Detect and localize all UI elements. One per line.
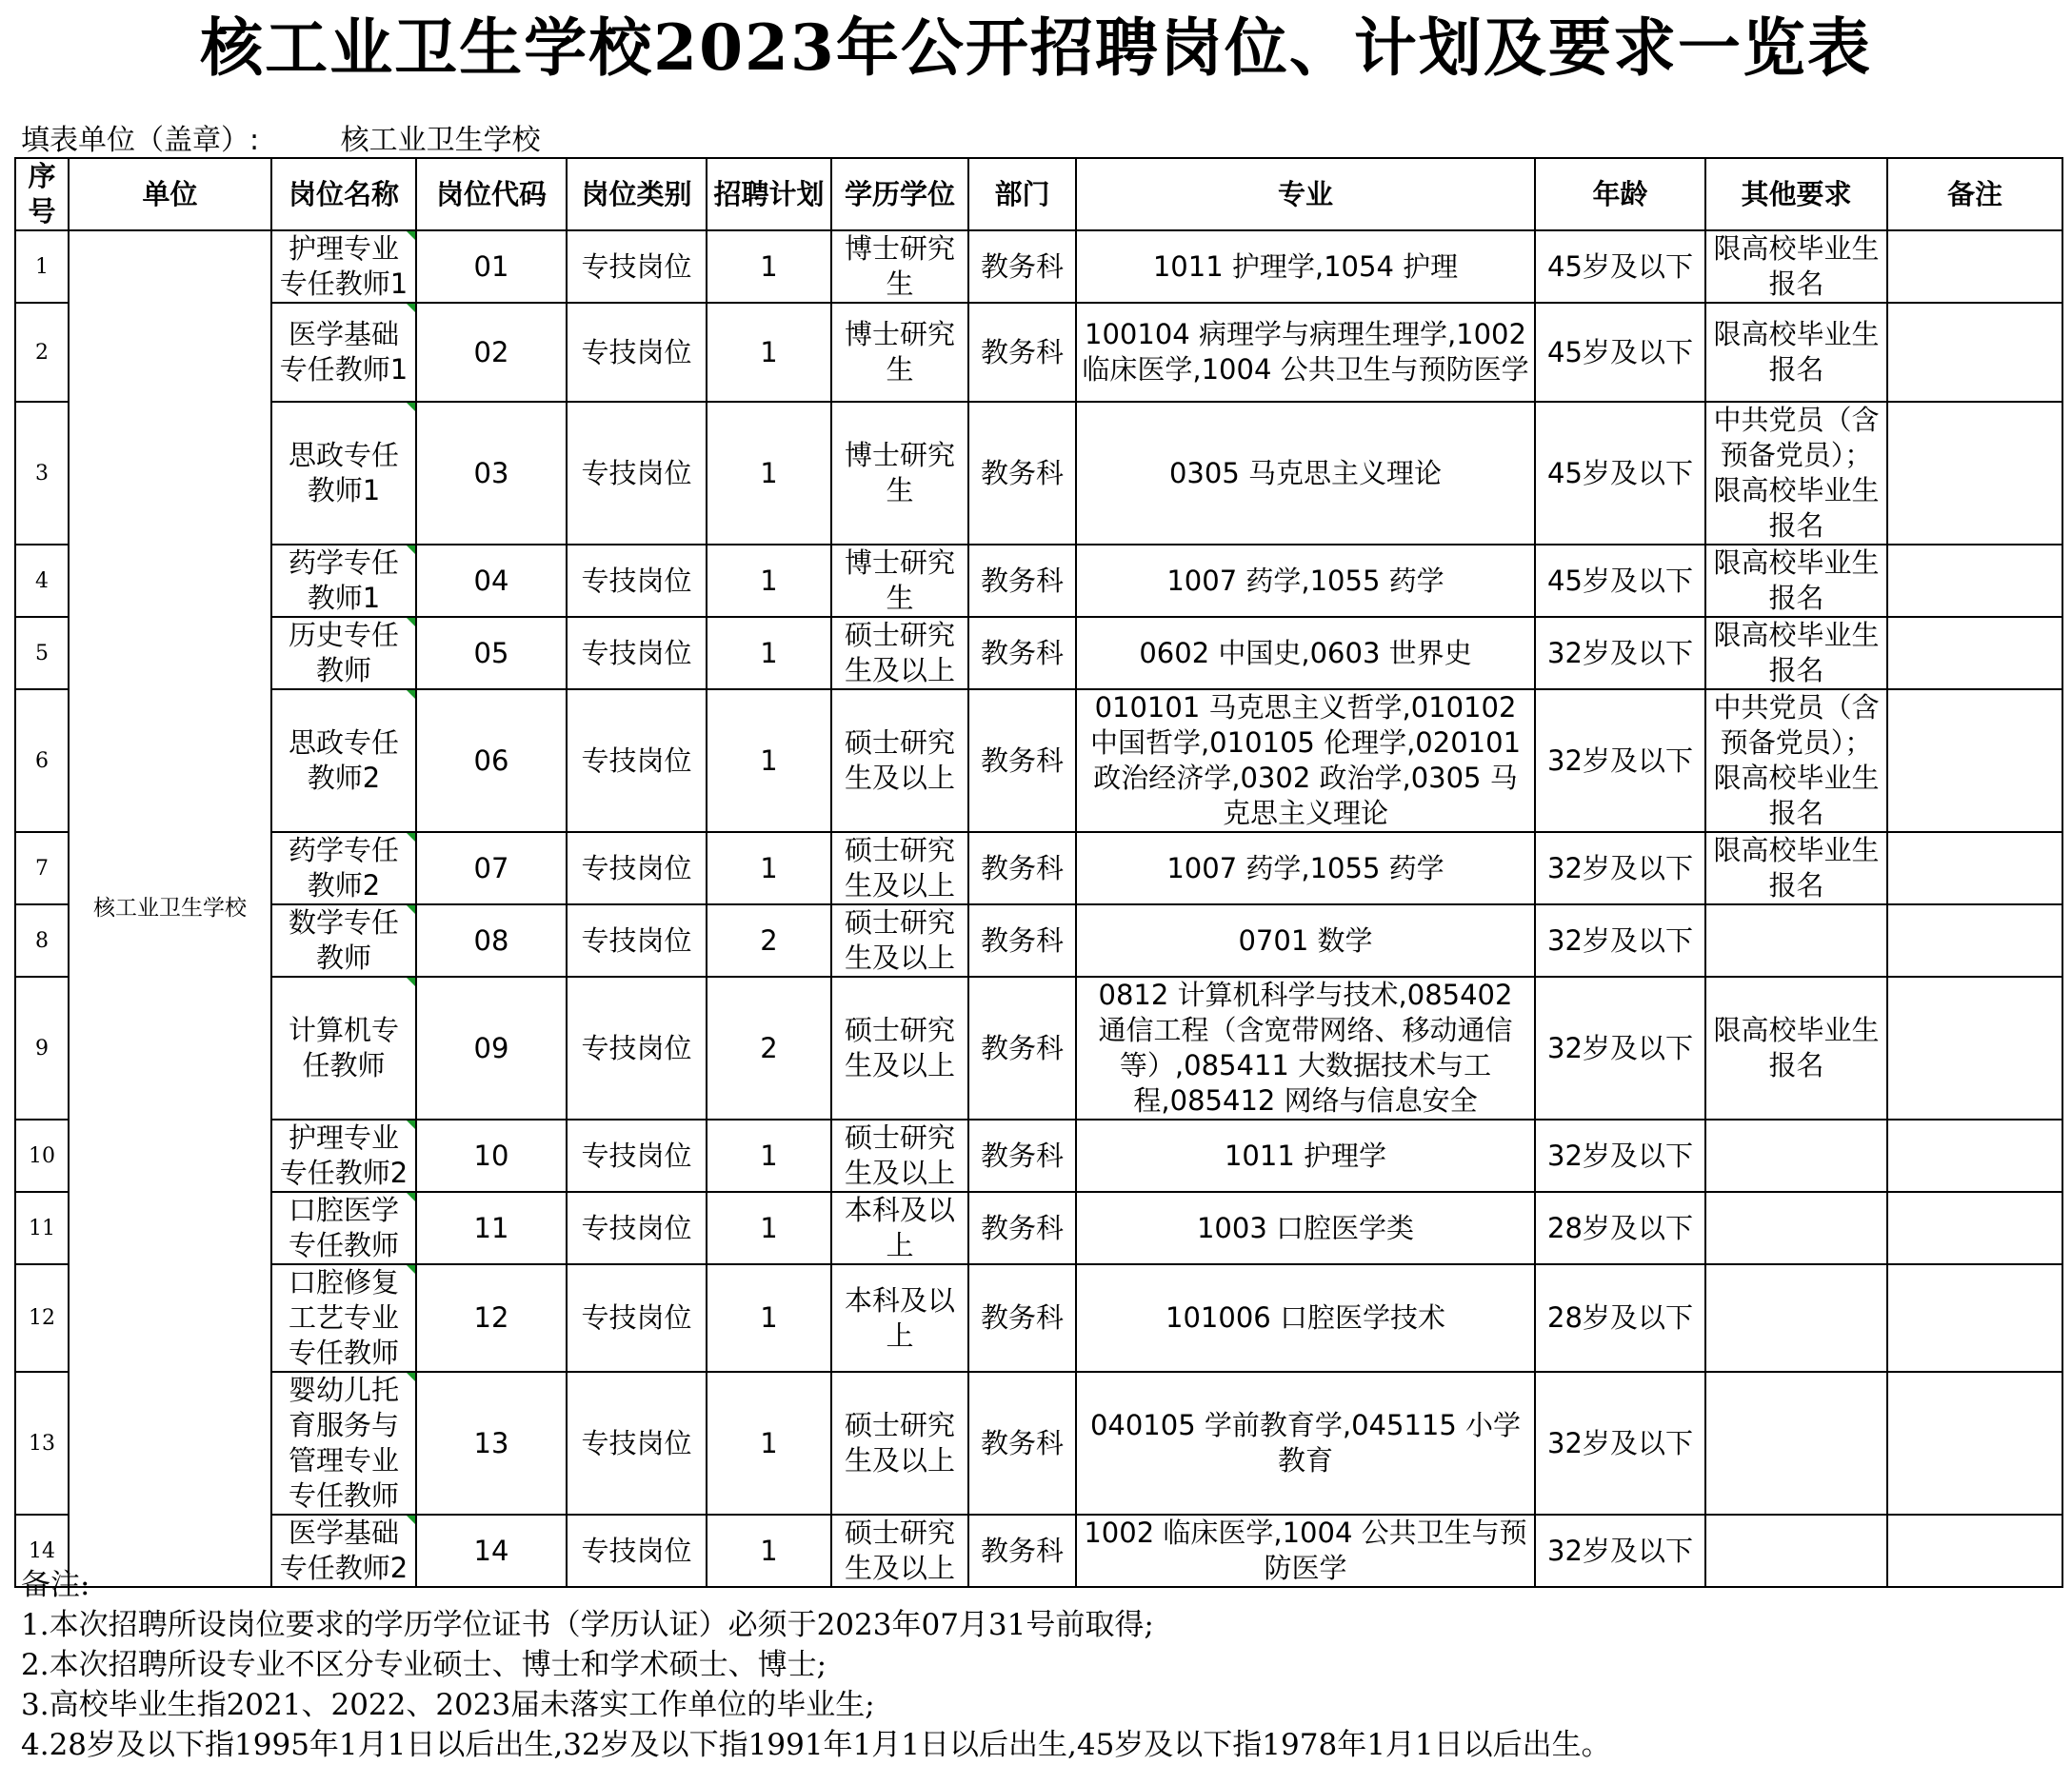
cell-position-name: 口腔修复工艺专业专任教师 [271, 1264, 416, 1372]
cell-other-requirements: 限高校毕业生报名 [1705, 230, 1887, 303]
cell-index: 12 [15, 1264, 69, 1372]
cell-department: 教务科 [968, 303, 1076, 402]
recruitment-table [14, 157, 2063, 1588]
cell-other-requirements: 中共党员（含预备党员）；限高校毕业生报名 [1705, 402, 1887, 545]
cell-index: 13 [15, 1372, 69, 1515]
cell-education: 博士研究生 [831, 303, 968, 402]
note-item: 3.高校毕业生指2021、2022、2023届未落实工作单位的毕业生; [21, 1688, 875, 1722]
cell-other-requirements: 限高校毕业生报名 [1705, 545, 1887, 617]
cell-index: 9 [15, 977, 69, 1120]
notes-heading: 备注: [21, 1568, 90, 1602]
cell-position-code: 06 [416, 689, 567, 832]
table-row [15, 303, 2062, 402]
cell-position-code: 13 [416, 1372, 567, 1515]
cell-position-code: 09 [416, 977, 567, 1120]
cell-department: 教务科 [968, 1264, 1076, 1372]
cell-position-category: 专技岗位 [567, 1120, 707, 1192]
table-row [15, 977, 2062, 1120]
cell-department: 教务科 [968, 904, 1076, 977]
cell-other-requirements: 限高校毕业生报名 [1705, 832, 1887, 904]
cell-plan: 1 [707, 1515, 831, 1587]
page-title: 核工业卫生学校2023年公开招聘岗位、计划及要求一览表 [200, 10, 1872, 85]
cell-remark [1887, 904, 2062, 977]
cell-remark [1887, 1372, 2062, 1515]
cell-remark [1887, 303, 2062, 402]
cell-remark [1887, 1120, 2062, 1192]
cell-plan: 2 [707, 977, 831, 1120]
cell-index: 11 [15, 1192, 69, 1264]
cell-department: 教务科 [968, 1515, 1076, 1587]
table-row [15, 402, 2062, 545]
header-position-name: 岗位名称 [271, 158, 416, 230]
cell-position-code: 12 [416, 1264, 567, 1372]
cell-department: 教务科 [968, 1120, 1076, 1192]
cell-position-name: 婴幼儿托育服务与管理专业专任教师 [271, 1372, 416, 1515]
cell-position-category: 专技岗位 [567, 1264, 707, 1372]
cell-position-code: 04 [416, 545, 567, 617]
cell-remark [1887, 617, 2062, 689]
cell-plan: 1 [707, 617, 831, 689]
cell-position-name: 药学专任教师1 [271, 545, 416, 617]
header-education: 学历学位 [831, 158, 968, 230]
cell-department: 教务科 [968, 832, 1076, 904]
cell-position-name: 医学基础专任教师2 [271, 1515, 416, 1587]
cell-index: 7 [15, 832, 69, 904]
cell-index: 5 [15, 617, 69, 689]
cell-remark [1887, 1192, 2062, 1264]
cell-remark [1887, 230, 2062, 303]
table-row [15, 617, 2062, 689]
cell-age: 32岁及以下 [1535, 1120, 1705, 1192]
cell-plan: 1 [707, 832, 831, 904]
cell-plan: 1 [707, 1120, 831, 1192]
cell-other-requirements [1705, 1264, 1887, 1372]
cell-education: 硕士研究生及以上 [831, 1515, 968, 1587]
header-position-code: 岗位代码 [416, 158, 567, 230]
cell-position-code: 07 [416, 832, 567, 904]
cell-position-code: 11 [416, 1192, 567, 1264]
cell-major: 0812 计算机科学与技术,085402 通信工程（含宽带网络、移动通信等）,085411 大数据技术与工程,085412 网络与信息安全 [1076, 977, 1535, 1120]
cell-position-name: 药学专任教师2 [271, 832, 416, 904]
cell-major: 101006 口腔医学技术 [1076, 1264, 1535, 1372]
cell-major: 0701 数学 [1076, 904, 1535, 977]
header-index: 序号 [15, 158, 69, 230]
cell-age: 45岁及以下 [1535, 230, 1705, 303]
cell-major: 1011 护理学,1054 护理 [1076, 230, 1535, 303]
table-row [15, 1120, 2062, 1192]
cell-position-name: 历史专任教师 [271, 617, 416, 689]
cell-position-code: 05 [416, 617, 567, 689]
table-row [15, 1192, 2062, 1264]
cell-education: 博士研究生 [831, 545, 968, 617]
cell-age: 28岁及以下 [1535, 1264, 1705, 1372]
cell-other-requirements [1705, 904, 1887, 977]
cell-major: 1007 药学,1055 药学 [1076, 832, 1535, 904]
cell-index: 2 [15, 303, 69, 402]
cell-position-category: 专技岗位 [567, 689, 707, 832]
cell-position-category: 专技岗位 [567, 904, 707, 977]
cell-position-code: 01 [416, 230, 567, 303]
cell-age: 45岁及以下 [1535, 303, 1705, 402]
cell-other-requirements: 中共党员（含预备党员）；限高校毕业生报名 [1705, 689, 1887, 832]
cell-index: 4 [15, 545, 69, 617]
header-age: 年龄 [1535, 158, 1705, 230]
cell-plan: 1 [707, 303, 831, 402]
cell-remark [1887, 545, 2062, 617]
cell-major: 1003 口腔医学类 [1076, 1192, 1535, 1264]
cell-department: 教务科 [968, 617, 1076, 689]
filling-unit-line [21, 124, 541, 158]
cell-education: 硕士研究生及以上 [831, 832, 968, 904]
cell-position-category: 专技岗位 [567, 545, 707, 617]
cell-plan: 1 [707, 689, 831, 832]
cell-other-requirements [1705, 1192, 1887, 1264]
cell-plan: 1 [707, 1372, 831, 1515]
cell-plan: 1 [707, 230, 831, 303]
cell-department: 教务科 [968, 230, 1076, 303]
cell-department: 教务科 [968, 977, 1076, 1120]
cell-remark [1887, 1264, 2062, 1372]
cell-index: 8 [15, 904, 69, 977]
cell-major: 100104 病理学与病理生理学,1002 临床医学,1004 公共卫生与预防医学 [1076, 303, 1535, 402]
cell-major: 0305 马克思主义理论 [1076, 402, 1535, 545]
cell-major: 1007 药学,1055 药学 [1076, 545, 1535, 617]
cell-position-code: 08 [416, 904, 567, 977]
table-row [15, 689, 2062, 832]
cell-remark [1887, 689, 2062, 832]
cell-education: 硕士研究生及以上 [831, 689, 968, 832]
header-major: 专业 [1076, 158, 1535, 230]
cell-age: 32岁及以下 [1535, 1515, 1705, 1587]
cell-remark [1887, 977, 2062, 1120]
cell-age: 32岁及以下 [1535, 977, 1705, 1120]
cell-age: 32岁及以下 [1535, 832, 1705, 904]
cell-major: 010101 马克思主义哲学,010102 中国哲学,010105 伦理学,020101 政治经济学,0302 政治学,0305 马克思主义理论 [1076, 689, 1535, 832]
cell-position-category: 专技岗位 [567, 977, 707, 1120]
note-item: 2.本次招聘所设专业不区分专业硕士、博士和学术硕士、博士; [21, 1648, 827, 1682]
cell-age: 45岁及以下 [1535, 545, 1705, 617]
header-row [15, 158, 2062, 230]
cell-index: 3 [15, 402, 69, 545]
cell-department: 教务科 [968, 1192, 1076, 1264]
table-row [15, 832, 2062, 904]
cell-major: 040105 学前教育学,045115 小学教育 [1076, 1372, 1535, 1515]
table-row [15, 904, 2062, 977]
cell-position-category: 专技岗位 [567, 303, 707, 402]
note-item: 4.28岁及以下指1995年1月1日以后出生,32岁及以下指1991年1月1日以后出生,45岁及以下指1978年1月1日以后出生。 [21, 1728, 1611, 1762]
cell-position-name: 护理专业专任教师2 [271, 1120, 416, 1192]
header-unit: 单位 [69, 158, 271, 230]
cell-education: 硕士研究生及以上 [831, 904, 968, 977]
header-other-requirements: 其他要求 [1705, 158, 1887, 230]
cell-position-category: 专技岗位 [567, 617, 707, 689]
cell-unit: 核工业卫生学校 [69, 230, 271, 1587]
cell-other-requirements: 限高校毕业生报名 [1705, 617, 1887, 689]
cell-position-name: 数学专任教师 [271, 904, 416, 977]
table-row [15, 545, 2062, 617]
cell-plan: 1 [707, 1264, 831, 1372]
cell-plan: 1 [707, 1192, 831, 1264]
cell-other-requirements: 限高校毕业生报名 [1705, 977, 1887, 1120]
cell-position-code: 10 [416, 1120, 567, 1192]
cell-position-name: 医学基础专任教师1 [271, 303, 416, 402]
cell-index: 6 [15, 689, 69, 832]
cell-department: 教务科 [968, 1372, 1076, 1515]
filling-unit-label: 填表单位（盖章）: [21, 124, 260, 157]
cell-other-requirements [1705, 1515, 1887, 1587]
cell-position-code: 03 [416, 402, 567, 545]
cell-other-requirements [1705, 1120, 1887, 1192]
cell-education: 博士研究生 [831, 230, 968, 303]
cell-position-name: 护理专业专任教师1 [271, 230, 416, 303]
cell-education: 本科及以上 [831, 1192, 968, 1264]
cell-position-name: 口腔医学专任教师 [271, 1192, 416, 1264]
cell-position-category: 专技岗位 [567, 1372, 707, 1515]
header-department: 部门 [968, 158, 1076, 230]
cell-other-requirements: 限高校毕业生报名 [1705, 303, 1887, 402]
cell-index: 1 [15, 230, 69, 303]
table-row [15, 230, 2062, 303]
header-remark: 备注 [1887, 158, 2062, 230]
cell-education: 硕士研究生及以上 [831, 617, 968, 689]
note-item: 1.本次招聘所设岗位要求的学历学位证书（学历认证）必须于2023年07月31号前取得; [21, 1608, 1154, 1642]
cell-remark [1887, 832, 2062, 904]
cell-position-name: 思政专任教师1 [271, 402, 416, 545]
cell-plan: 1 [707, 402, 831, 545]
cell-education: 硕士研究生及以上 [831, 1120, 968, 1192]
cell-department: 教务科 [968, 689, 1076, 832]
table-row [15, 1264, 2062, 1372]
cell-other-requirements [1705, 1372, 1887, 1515]
cell-age: 45岁及以下 [1535, 402, 1705, 545]
cell-age: 32岁及以下 [1535, 689, 1705, 832]
notes-block [21, 1565, 1611, 1765]
cell-major: 1011 护理学 [1076, 1120, 1535, 1192]
cell-major: 1002 临床医学,1004 公共卫生与预防医学 [1076, 1515, 1535, 1587]
cell-position-name: 思政专任教师2 [271, 689, 416, 832]
cell-position-code: 14 [416, 1515, 567, 1587]
cell-plan: 1 [707, 545, 831, 617]
cell-position-name: 计算机专任教师 [271, 977, 416, 1120]
cell-remark [1887, 1515, 2062, 1587]
cell-department: 教务科 [968, 402, 1076, 545]
cell-age: 32岁及以下 [1535, 617, 1705, 689]
cell-position-category: 专技岗位 [567, 402, 707, 545]
filling-unit-value: 核工业卫生学校 [340, 124, 541, 157]
header-plan: 招聘计划 [707, 158, 831, 230]
cell-education: 硕士研究生及以上 [831, 977, 968, 1120]
cell-remark [1887, 402, 2062, 545]
cell-education: 本科及以上 [831, 1264, 968, 1372]
cell-position-category: 专技岗位 [567, 832, 707, 904]
cell-age: 32岁及以下 [1535, 1372, 1705, 1515]
cell-age: 28岁及以下 [1535, 1192, 1705, 1264]
cell-education: 硕士研究生及以上 [831, 1372, 968, 1515]
cell-department: 教务科 [968, 545, 1076, 617]
table-row [15, 1372, 2062, 1515]
cell-index: 14 [15, 1515, 69, 1587]
cell-index: 10 [15, 1120, 69, 1192]
cell-major: 0602 中国史,0603 世界史 [1076, 617, 1535, 689]
cell-position-code: 02 [416, 303, 567, 402]
cell-position-category: 专技岗位 [567, 230, 707, 303]
cell-education: 博士研究生 [831, 402, 968, 545]
cell-plan: 2 [707, 904, 831, 977]
header-position-category: 岗位类别 [567, 158, 707, 230]
cell-position-category: 专技岗位 [567, 1192, 707, 1264]
cell-position-category: 专技岗位 [567, 1515, 707, 1587]
cell-age: 32岁及以下 [1535, 904, 1705, 977]
